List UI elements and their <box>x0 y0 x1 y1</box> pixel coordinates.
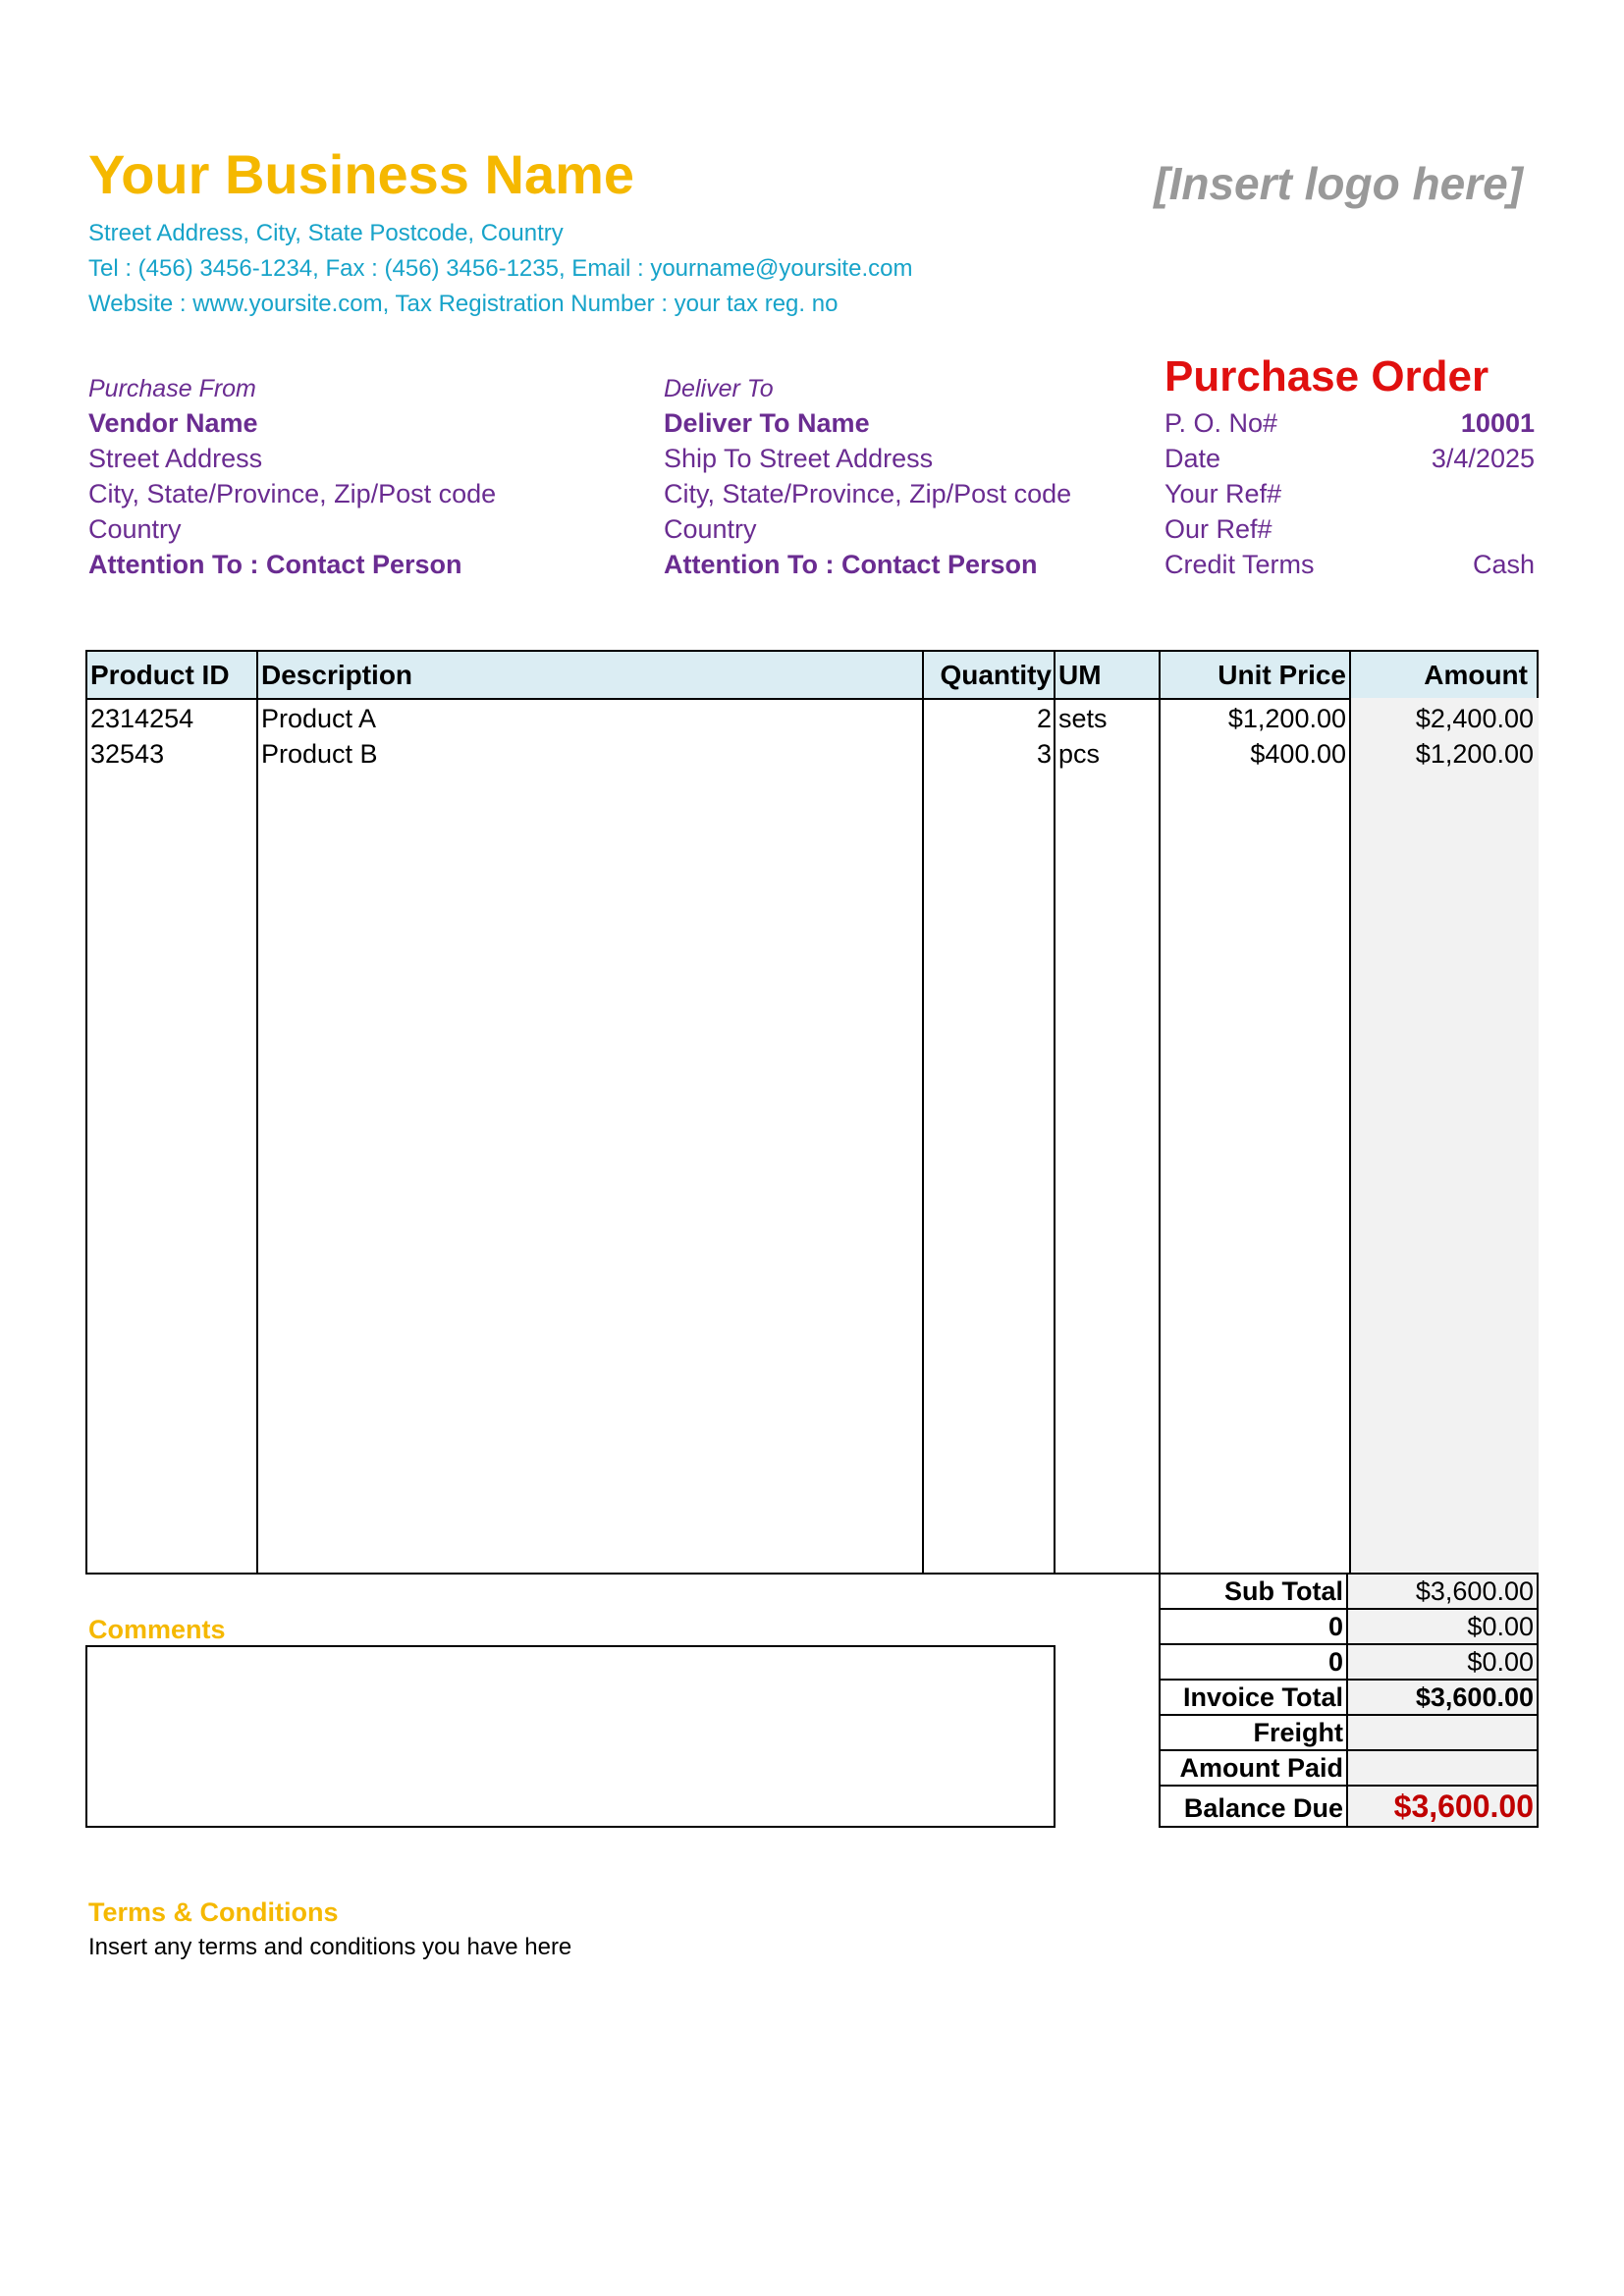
header-description: Description <box>261 660 413 690</box>
invoice-total-label: Invoice Total <box>1161 1681 1348 1714</box>
amount-paid-label: Amount Paid <box>1161 1751 1348 1785</box>
po-date-label: Date <box>1164 444 1221 473</box>
amount-column-shading <box>1351 698 1539 1573</box>
vendor-attention: Attention To : Contact Person <box>88 550 462 579</box>
tax-2-label: 0 <box>1161 1645 1348 1679</box>
tax-1-label: 0 <box>1161 1610 1348 1643</box>
invoice-total-value: $3,600.00 <box>1348 1681 1537 1714</box>
deliver-to-heading: Deliver To <box>664 375 774 402</box>
totals-row-tax-2 <box>1161 1645 1537 1681</box>
totals-row-balance-due <box>1161 1787 1537 1826</box>
column-divider <box>922 652 924 1573</box>
balance-due-value: $3,600.00 <box>1348 1787 1537 1826</box>
credit-terms-value: Cash <box>1472 550 1535 579</box>
row-2-amount: $1,200.00 <box>1415 739 1534 769</box>
totals-row-sub-total <box>1161 1575 1537 1610</box>
vendor-name: Vendor Name <box>88 408 258 438</box>
business-website: Website : www.yoursite.com, Tax Registration Number : your tax reg. no <box>88 291 839 317</box>
po-date-value: 3/4/2025 <box>1431 444 1535 473</box>
sub-total-label: Sub Total <box>1161 1575 1348 1608</box>
comments-box[interactable] <box>85 1645 1056 1828</box>
row-2-quantity: 3 <box>1036 739 1052 769</box>
header-amount: Amount <box>1424 660 1528 690</box>
vendor-city: City, State/Province, Zip/Post code <box>88 479 497 508</box>
row-2-unit-price: $400.00 <box>1250 739 1346 769</box>
business-address: Street Address, City, State Postcode, Country <box>88 220 564 246</box>
purchase-from-heading: Purchase From <box>88 375 256 402</box>
totals-row-invoice-total <box>1161 1681 1537 1716</box>
header-um: UM <box>1058 660 1102 690</box>
freight-value <box>1348 1716 1537 1749</box>
business-name: Your Business Name <box>88 143 635 205</box>
deliver-to-name: Deliver To Name <box>664 408 870 438</box>
deliver-to-attention: Attention To : Contact Person <box>664 550 1038 579</box>
freight-label: Freight <box>1161 1716 1348 1749</box>
items-table <box>85 650 1539 1575</box>
row-2-description: Product B <box>261 739 378 769</box>
po-title: Purchase Order <box>1164 352 1489 400</box>
your-ref-label: Your Ref# <box>1164 479 1282 508</box>
totals-row-freight <box>1161 1716 1537 1751</box>
header-unit-price: Unit Price <box>1218 660 1346 690</box>
business-contact: Tel : (456) 3456-1234, Fax : (456) 3456-1235, Email : yourname@yoursite.com <box>88 255 913 282</box>
totals-row-tax-1 <box>1161 1610 1537 1645</box>
row-1-product-id: 2314254 <box>90 704 194 733</box>
credit-terms-label: Credit Terms <box>1164 550 1315 579</box>
vendor-street: Street Address <box>88 444 263 473</box>
terms-text: Insert any terms and conditions you have here <box>88 1934 572 1960</box>
column-divider <box>1349 652 1351 1573</box>
logo-placeholder: [Insert logo here] <box>1154 158 1523 209</box>
tax-1-value: $0.00 <box>1348 1610 1537 1643</box>
row-1-amount: $2,400.00 <box>1415 704 1534 733</box>
row-1-description: Product A <box>261 704 377 733</box>
deliver-to-street: Ship To Street Address <box>664 444 934 473</box>
balance-due-label: Balance Due <box>1161 1787 1348 1826</box>
row-1-unit-price: $1,200.00 <box>1227 704 1346 733</box>
deliver-to-city: City, State/Province, Zip/Post code <box>664 479 1072 508</box>
row-2-um: pcs <box>1058 739 1101 769</box>
totals-row-amount-paid <box>1161 1751 1537 1787</box>
tax-2-value: $0.00 <box>1348 1645 1537 1679</box>
terms-label: Terms & Conditions <box>88 1897 339 1927</box>
row-1-um: sets <box>1058 704 1108 733</box>
column-divider <box>1159 652 1161 1573</box>
po-no-label: P. O. No# <box>1164 408 1278 438</box>
vendor-country: Country <box>88 514 182 544</box>
sub-total-value: $3,600.00 <box>1348 1575 1537 1608</box>
header-product-id: Product ID <box>90 660 230 690</box>
our-ref-label: Our Ref# <box>1164 514 1272 544</box>
comments-label: Comments <box>88 1615 226 1644</box>
header-quantity: Quantity <box>940 660 1052 690</box>
row-1-quantity: 2 <box>1036 704 1052 733</box>
totals-table <box>1159 1575 1539 1828</box>
deliver-to-country: Country <box>664 514 757 544</box>
column-divider <box>1054 652 1056 1573</box>
row-2-product-id: 32543 <box>90 739 165 769</box>
amount-paid-value <box>1348 1751 1537 1785</box>
po-no-value: 10001 <box>1460 408 1535 438</box>
column-divider <box>256 652 258 1573</box>
